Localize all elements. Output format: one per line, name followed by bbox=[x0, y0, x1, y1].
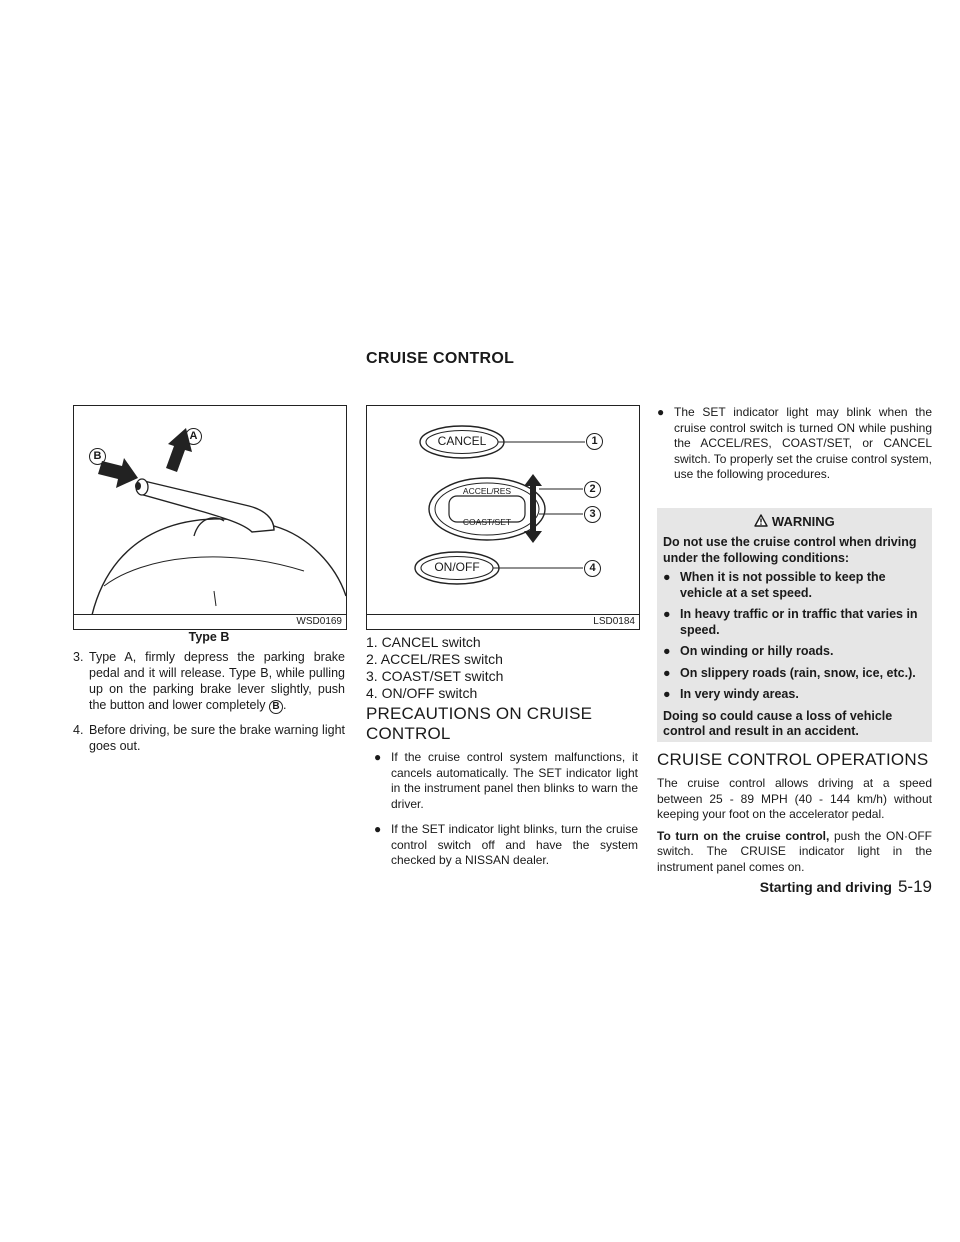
section-title: CRUISE CONTROL bbox=[366, 350, 515, 367]
figure-label-b: B bbox=[89, 448, 106, 465]
figure-caption: Type B bbox=[188, 630, 230, 644]
warning-box bbox=[657, 508, 932, 742]
step-4 bbox=[73, 722, 345, 754]
coast-set-button-label: COAST/SET bbox=[462, 517, 512, 527]
list-item bbox=[663, 570, 926, 601]
list-item bbox=[663, 687, 926, 703]
parking-brake-illustration bbox=[74, 406, 346, 615]
operations-para-2 bbox=[657, 829, 932, 876]
list-item bbox=[374, 822, 638, 869]
cruise-switch-figure bbox=[366, 405, 640, 630]
footer-section: Starting and driving bbox=[759, 879, 892, 895]
bullet-icon: ● bbox=[663, 665, 671, 680]
list-item bbox=[663, 607, 926, 638]
list-item: 1. CANCEL switch bbox=[366, 634, 481, 650]
callout-1: 1 bbox=[586, 433, 603, 450]
warning-heading bbox=[663, 514, 926, 529]
list-item bbox=[663, 666, 926, 682]
page-footer bbox=[760, 877, 932, 897]
list-item: 3. COAST/SET switch bbox=[366, 668, 504, 684]
figure-code: WSD0169 bbox=[296, 616, 342, 627]
precautions-section bbox=[366, 704, 638, 879]
bullet-icon: ● bbox=[663, 607, 671, 621]
warning-title: WARNING bbox=[771, 514, 835, 529]
list-item bbox=[657, 405, 932, 483]
warning-body bbox=[663, 535, 926, 740]
warning-intro: Do not use the cruise control when driving under the following conditions: bbox=[663, 535, 917, 565]
accel-res-button-label: ACCEL/RES bbox=[462, 486, 512, 496]
bullet-icon: ● bbox=[663, 570, 671, 584]
operations-para-2-rest: push the ON·OFF switch. The CRUISE indicator light in the instrument panel comes on. bbox=[657, 828, 932, 874]
figure-code: LSD0184 bbox=[593, 616, 635, 627]
bullet-text: When it is not possible to keep the vehicle at a set speed. bbox=[680, 570, 886, 600]
ref-b-icon: B bbox=[269, 700, 283, 714]
step-tail: . bbox=[282, 698, 287, 712]
warning-icon bbox=[754, 514, 768, 527]
bullet-text: On slippery roads (rain, snow, ice, etc.). bbox=[680, 665, 916, 680]
bullet-text: In heavy traffic or in traffic that varies in speed. bbox=[680, 607, 918, 637]
step-number: 4. bbox=[73, 723, 84, 737]
bullet-icon: ● bbox=[657, 405, 665, 419]
on-off-button-label: ON/OFF bbox=[434, 560, 480, 574]
figure-label-a: A bbox=[185, 428, 202, 445]
bullet-text: If the cruise control system malfunctions, it cancels automatically. The SET indicator light in the instrument panel then blinks to warn the driver. bbox=[391, 750, 638, 811]
callout-2: 2 bbox=[584, 481, 601, 498]
bullet-text: If the SET indicator light blinks, turn the cruise control switch off and have the system checked by a NISSAN dealer. bbox=[391, 822, 638, 867]
bullet-text: On winding or hilly roads. bbox=[680, 644, 834, 658]
operations-heading: CRUISE CONTROL OPERATIONS bbox=[657, 750, 929, 769]
step-text: Type A, firmly depress the parking brake pedal and it will release. Type B, while pulling up on the parking brake lever slightly, push the button and lower completely bbox=[89, 650, 345, 712]
list-item: 4. ON/OFF switch bbox=[366, 685, 478, 701]
operations-section bbox=[657, 750, 932, 875]
precautions-body bbox=[366, 750, 638, 869]
heading-line: CONTROL bbox=[366, 724, 451, 743]
bullet-icon: ● bbox=[374, 750, 382, 764]
right-intro bbox=[657, 405, 932, 493]
callout-4: 4 bbox=[584, 560, 601, 577]
left-column bbox=[73, 649, 345, 762]
step-text: Before driving, be sure the brake warning light goes out. bbox=[89, 723, 345, 753]
list-item: 2. ACCEL/RES switch bbox=[366, 651, 503, 667]
list-item bbox=[663, 644, 926, 660]
cancel-button-label: CANCEL bbox=[437, 434, 487, 448]
bullet-icon: ● bbox=[663, 644, 671, 658]
operations-para-2-lead: To turn on the cruise control, bbox=[657, 828, 830, 843]
list-item bbox=[374, 750, 638, 812]
heading-line: PRECAUTIONS ON CRUISE bbox=[366, 704, 593, 723]
callout-3: 3 bbox=[584, 506, 601, 523]
switch-list bbox=[366, 634, 638, 702]
bullet-icon: ● bbox=[663, 687, 671, 701]
page-number: 5-19 bbox=[897, 877, 932, 896]
warning-outro: Doing so could cause a loss of vehicle control and result in an accident. bbox=[663, 708, 893, 738]
step-number: 3. bbox=[73, 650, 84, 664]
parking-brake-figure bbox=[73, 405, 347, 630]
bullet-text: In very windy areas. bbox=[680, 687, 799, 701]
bullet-icon: ● bbox=[374, 822, 382, 836]
step-3 bbox=[73, 649, 345, 714]
precautions-heading bbox=[366, 704, 638, 744]
operations-para-1: The cruise control allows driving at a speed between 25 - 89 MPH (40 - 144 km/h) without keeping your foot on the accelerator pedal. bbox=[657, 776, 932, 821]
bullet-text: The SET indicator light may blink when the cruise control switch is turned ON while pushing the ACCEL/RES, COAST/SET, or CANCEL switch. To properly set the cruise control system, use the following procedures. bbox=[674, 405, 932, 481]
